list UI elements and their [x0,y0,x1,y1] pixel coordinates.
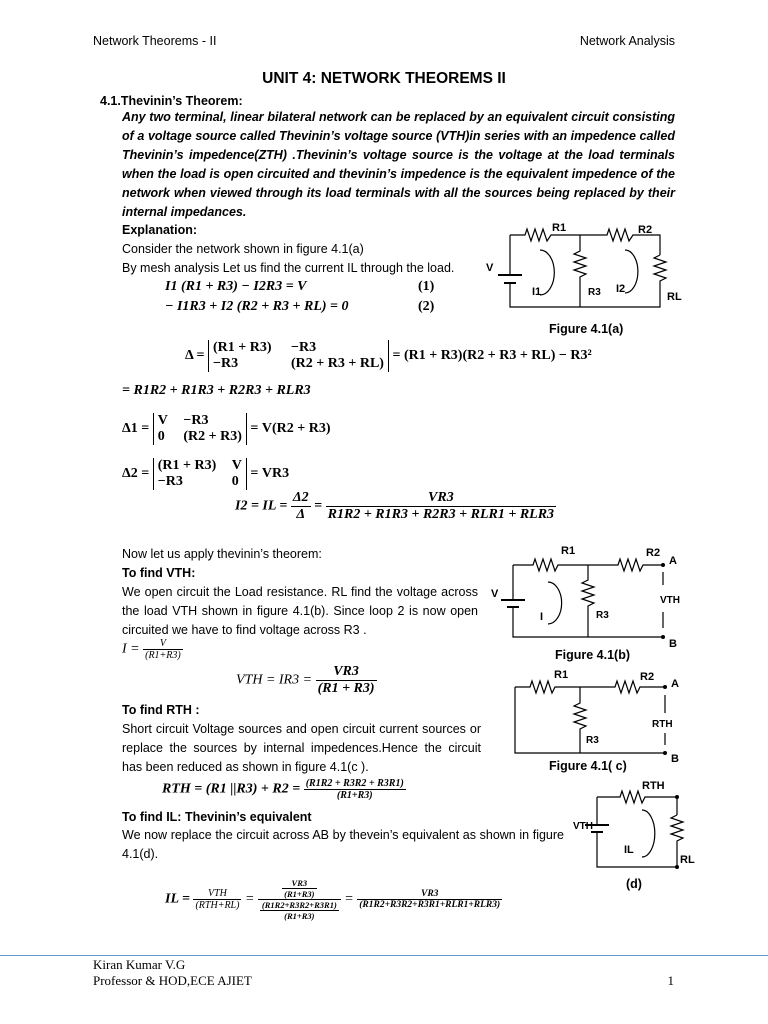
i2-result-fraction [326,490,556,523]
explanation-line2: By mesh analysis Let us find the current IL through the load. [122,261,455,275]
i2-delta-fraction [291,490,311,523]
i2-eq: = [314,498,323,514]
vth-num: VR3 [316,664,377,681]
fig-d-rth-label: RTH [642,780,665,792]
delta2-matrix [153,458,247,490]
delta2-r1c2: V [231,458,242,473]
il-equation [165,878,502,921]
delta1-r2c1: 0 [157,429,165,444]
il-f2-den-num: (R1R2+R3R2+R3R1) [261,900,337,910]
vth-den: (R1 + R3) [317,681,375,696]
footer-role: Professor & HOD,ECE AJIET [93,973,252,988]
mesh-eq1: I1 (R1 + R3) − I2R3 = V [165,279,307,294]
i2-lhs: I2 = IL = [235,498,288,514]
circuit-figure-b [488,540,688,650]
fig-a-v-label: V [486,262,494,274]
il-fraction-1 [193,888,241,911]
footer-rule [0,955,768,956]
fig-d-rl-label: RL [680,854,695,866]
delta2-r2c1: −R3 [157,474,183,489]
fig-b-r2-label: R2 [646,547,661,559]
vth-lhs: VTH = IR3 = [236,672,313,688]
il-f2-den-den: (R1+R3) [284,911,315,921]
vth-equation [236,664,377,697]
il-eq-2: = [344,891,354,907]
delta-expanded: = R1R2 + R1R3 + R2R3 + RLR3 [122,383,311,398]
fig-c-r2-label: R2 [640,671,655,683]
delta-r2c2: (R2 + R3 + RL) [291,356,384,371]
fig-a-caption: Figure 4.1(a) [549,322,624,336]
fig-a-i1-label: I1 [532,286,542,298]
mesh-eq2-number: (2) [418,299,435,314]
delta-r1c2: −R3 [291,340,317,355]
explanation-heading: Explanation: [122,223,198,237]
rth-den: (R1+R3) [336,790,373,801]
explanation-line1: Consider the network shown in figure 4.1(a) [122,242,364,256]
fig-b-i-label: I [540,611,544,623]
circuit-figure-a [480,215,690,320]
delta-r1c1: (R1 + R3) [212,340,272,355]
page-number: 1 [667,973,674,988]
i-num: V [143,638,183,650]
delta-equation [185,340,592,372]
i2-delta-num: Δ2 [292,490,309,505]
il-f1-num: VTH [193,888,241,900]
delta1-r1c2: −R3 [183,413,209,428]
il-f3-den: (R1R2+R3R2+R3R1+RLR1+RLR3) [359,900,501,910]
i-den: (R1+R3) [145,650,181,661]
il-f2-num-num: VR3 [282,878,316,889]
fig-d-il-label: IL [624,844,634,856]
fig-b-vth-label: VTH [660,595,680,606]
delta2-r1c1: (R1 + R3) [157,458,217,473]
delta2-r2c2: 0 [231,474,239,489]
il-f2-numerator [258,878,341,900]
fig-c-a-label: A [671,678,679,690]
delta2-rhs: = VR3 [250,466,290,482]
fig-d-vth-label: VTH [573,821,593,832]
i2-equation [235,490,556,523]
rth-heading: To find RTH : [122,703,200,717]
delta1-r2c2: (R2 + R3) [183,429,242,444]
fig-b-caption: Figure 4.1(b) [555,648,631,662]
il-f2-den-frac [260,900,339,921]
fig-a-rl-label: RL [667,291,682,303]
il-heading: To find IL: Thevinin’s equivalent [122,810,312,824]
delta-lhs: Δ = [185,348,205,364]
delta2-lhs: Δ2 = [122,466,150,482]
delta1-rhs: = V(R2 + R3) [250,421,331,437]
mesh-eq2: − I1R3 + I2 (R2 + R3 + RL) = 0 [165,299,349,314]
i-fraction [143,638,183,661]
il-f3-num: VR3 [357,889,502,900]
rth-equation [162,778,406,801]
header-left: Network Theorems - II [93,34,217,48]
circuit-figure-c [500,665,690,765]
page-title: UNIT 4: NETWORK THEOREMS II [262,70,506,87]
il-fraction-2 [258,878,341,921]
delta1-lhs: Δ1 = [122,421,150,437]
delta2-equation [122,458,289,490]
fig-c-b-label: B [671,753,679,765]
mesh-eq1-number: (1) [418,279,435,294]
fig-a-r3-label: R3 [588,287,601,298]
fig-c-rth-label: RTH [652,719,673,730]
rth-text: Short circuit Voltage sources and open circuit current sources or replace the sources by internal impedences.Hence the circuit has been reduced as shown in figure 4.1(c ). [122,722,481,774]
circuit-figure-d [572,775,697,875]
footer-name: Kiran Kumar V.G [93,957,186,972]
il-f2-num-den: (R1+R3) [284,889,315,899]
vth-intro: Now let us apply thevinin’s theorem: [122,547,322,561]
fig-b-b-label: B [669,638,677,650]
rth-lhs: RTH = (R1 ||R3) + R2 = [162,781,301,797]
il-f1-den: (RTH+RL) [195,900,240,911]
fig-c-r3-label: R3 [586,735,599,746]
delta1-equation [122,413,331,445]
vth-heading: To find VTH: [122,566,196,580]
fig-c-r1-label: R1 [554,669,569,681]
il-fraction-3 [357,889,502,910]
delta1-matrix [153,413,247,445]
fig-b-r3-label: R3 [596,610,609,621]
il-f2-denominator [258,900,341,921]
theorem-paragraph: Any two terminal, linear bilateral network can be replaced by an equivalent circuit consisting of a voltage source called Thevinin’s voltage source (VTH)in series with an impedence called Thevinin’s impedence(ZTH) .Thevinin’s voltage source is the voltage at the load terminals when the load is open circuited and thevinin’s impedence is the equivalent impedence of the network when viewed through its load terminals with all the sources being replaced by their internal impedances. [122,110,675,219]
i2-result-den: R1R2 + R1R3 + R2R3 + RLR1 + RLR3 [327,507,555,522]
delta-r2c1: −R3 [212,356,239,371]
fig-a-i2-label: I2 [616,283,626,295]
fig-b-v-label: V [491,588,499,600]
header-right: Network Analysis [579,34,675,48]
il-eq-1: = [244,891,255,907]
i-lhs: I = [122,641,140,657]
section-heading: 4.1.Thevinin’s Theorem: [100,94,243,108]
fig-a-r2-label: R2 [638,224,653,236]
rth-fraction [304,778,406,801]
fig-b-a-label: A [669,555,677,567]
vth-fraction [316,664,377,697]
il-lhs: IL = [165,891,190,907]
fig-a-r1-label: R1 [552,222,567,234]
fig-b-r1-label: R1 [561,545,576,557]
fig-d-caption: (d) [626,877,642,891]
i2-delta-den: Δ [296,507,306,522]
i-equation [122,638,183,661]
il-text: We now replace the circuit across AB by thevein’s equivalent as shown in figure 4.1(d). [122,828,564,861]
il-f2-num-frac [282,878,316,899]
delta1-r1c1: V [157,413,168,428]
fig-c-caption: Figure 4.1( c) [549,759,627,773]
vth-text: We open circuit the Load resistance. RL find the voltage across the load VTH shown in figure 4.1(b). Since loop 2 is now open circuited we have to find voltage across R3 . [122,585,478,637]
i2-result-num: VR3 [326,490,556,507]
rth-num: (R1R2 + R3R2 + R3R1) [305,778,404,789]
delta-matrix [208,340,389,372]
delta-rhs: = (R1 + R3)(R2 + R3 + RL) − R3² [392,348,592,364]
